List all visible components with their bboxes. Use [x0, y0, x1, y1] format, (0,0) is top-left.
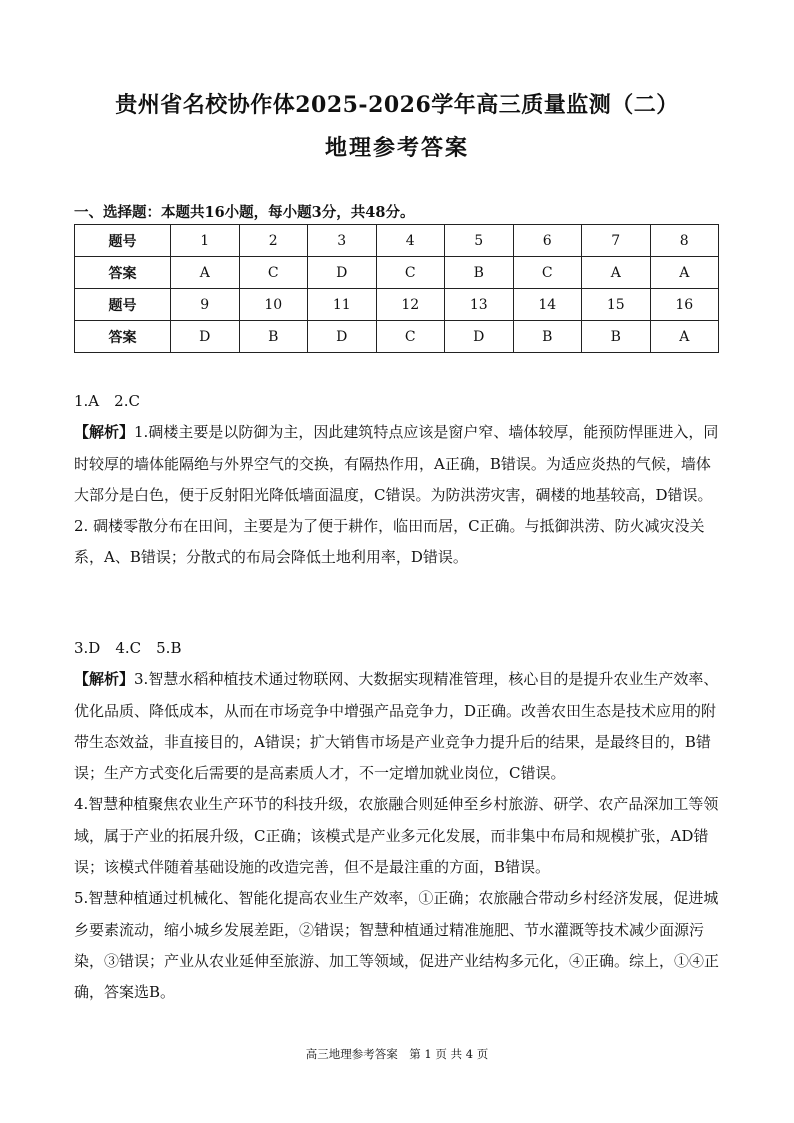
table-row: [75, 225, 719, 257]
table-cell: D: [445, 321, 514, 353]
group-1-para-2: 2. 碉楼零散分布在田间，主要是为了便于耕作，临田而居，C正确。与抵御洪涝、防火减灾没关系，A、B错误；分散式的布局会降低土地利用率，D错误。: [74, 517, 705, 567]
group-1-para-1: 【解析】1.碉楼主要是以防御为主，因此建筑特点应该是窗户窄、墙体较厚，能预防悍匪进入，同时较厚的墙体能隔绝与外界空气的交换，有隔热作用，A正确，B错误。为适应炎热的气候，墙体大部分是白色，便于反射阳光降低墙面温度，C错误。为防洪涝灾害，碉楼的地基较高，D错误。: [74, 423, 719, 504]
page-footer: 高三地理参考答案 第 1 页 共 4 页: [305, 1047, 489, 1061]
table-cell: C: [376, 257, 445, 289]
table-cell: 5: [445, 225, 514, 257]
table-cell: 12: [376, 289, 445, 321]
table-cell: A: [650, 257, 719, 289]
table-row: [75, 289, 719, 321]
table-row-header: 题号: [75, 289, 171, 321]
table-row-header: 答案: [75, 257, 171, 289]
table-cell: 11: [308, 289, 377, 321]
table-cell: 6: [513, 225, 582, 257]
table-cell: D: [308, 257, 377, 289]
table-cell: B: [513, 321, 582, 353]
table-cell: 2: [239, 225, 308, 257]
table-cell: 7: [582, 225, 651, 257]
analysis-group-1: [74, 386, 722, 574]
table-cell: B: [239, 321, 308, 353]
table-row-header: 题号: [75, 225, 171, 257]
group-2-para-2: 4.智慧种植聚焦农业生产环节的科技升级，农旅融合则延伸至乡村旅游、研学、农产品深加工等领域，属于产业的拓展升级，C正确；该模式是产业多元化发展，而非集中布局和规模扩张，AD错误；该模式伴随着基础设施的改造完善，但不是最注重的方面，B错误。: [74, 795, 719, 877]
table-cell: 3: [308, 225, 377, 257]
group-2-answers: 3.D 4.C 5.B: [74, 639, 182, 657]
analysis-group-2: [74, 633, 722, 1009]
table-cell: 1: [171, 225, 240, 257]
table-cell: 8: [650, 225, 719, 257]
table-cell: 13: [445, 289, 514, 321]
table-cell: 14: [513, 289, 582, 321]
table-cell: 9: [171, 289, 240, 321]
table-cell: C: [513, 257, 582, 289]
table-cell: B: [445, 257, 514, 289]
analysis-tag: 【解析】: [74, 670, 135, 689]
group-2-para-3: 5.智慧种植通过机械化、智能化提高农业生产效率，①正确；农旅融合带动乡村经济发展，促进城乡要素流动，缩小城乡发展差距，②错误；智慧种植通过精准施肥、节水灌溉等技术减少面源污染，③错误；产业从农业延伸至旅游、加工等领域，促进产业结构多元化，④正确。综上，①④正确，答案选B。: [74, 889, 720, 1002]
table-cell: 16: [650, 289, 719, 321]
page-subtitle: 地理参考答案: [324, 135, 469, 161]
table-cell: A: [582, 257, 651, 289]
group-2-para-1: 【解析】3.智慧水稻种植技术通过物联网、大数据实现精准管理，核心目的是提升农业生产效率、优化品质、降低成本，从而在市场竞争中增强产品竞争力，D正确。改善农田生态是技术应用的附带生态效益，非直接目的，A错误；扩大销售市场是产业竞争力提升后的结果，是最终目的，B错误；生产方式变化后需要的是高素质人才，不一定增加就业岗位，C错误。: [74, 670, 719, 783]
table-cell: C: [376, 321, 445, 353]
answer-table: [74, 224, 719, 353]
table-cell: D: [171, 321, 240, 353]
table-cell: 15: [582, 289, 651, 321]
table-cell: D: [308, 321, 377, 353]
group-1-answers: 1.A 2.C: [74, 392, 140, 410]
table-cell: B: [582, 321, 651, 353]
table-cell: 10: [239, 289, 308, 321]
section-header: 一、选择题：本题共16小题，每小题3分，共48分。: [74, 204, 415, 221]
table-cell: 4: [376, 225, 445, 257]
table-row: [75, 257, 719, 289]
table-cell: A: [171, 257, 240, 289]
table-cell: C: [239, 257, 308, 289]
table-row: [75, 321, 719, 353]
analysis-tag: 【解析】: [74, 423, 135, 442]
page-title: 贵州省名校协作体2025-2026学年高三质量监测（二）: [115, 92, 679, 118]
table-cell: A: [650, 321, 719, 353]
table-row-header: 答案: [75, 321, 171, 353]
